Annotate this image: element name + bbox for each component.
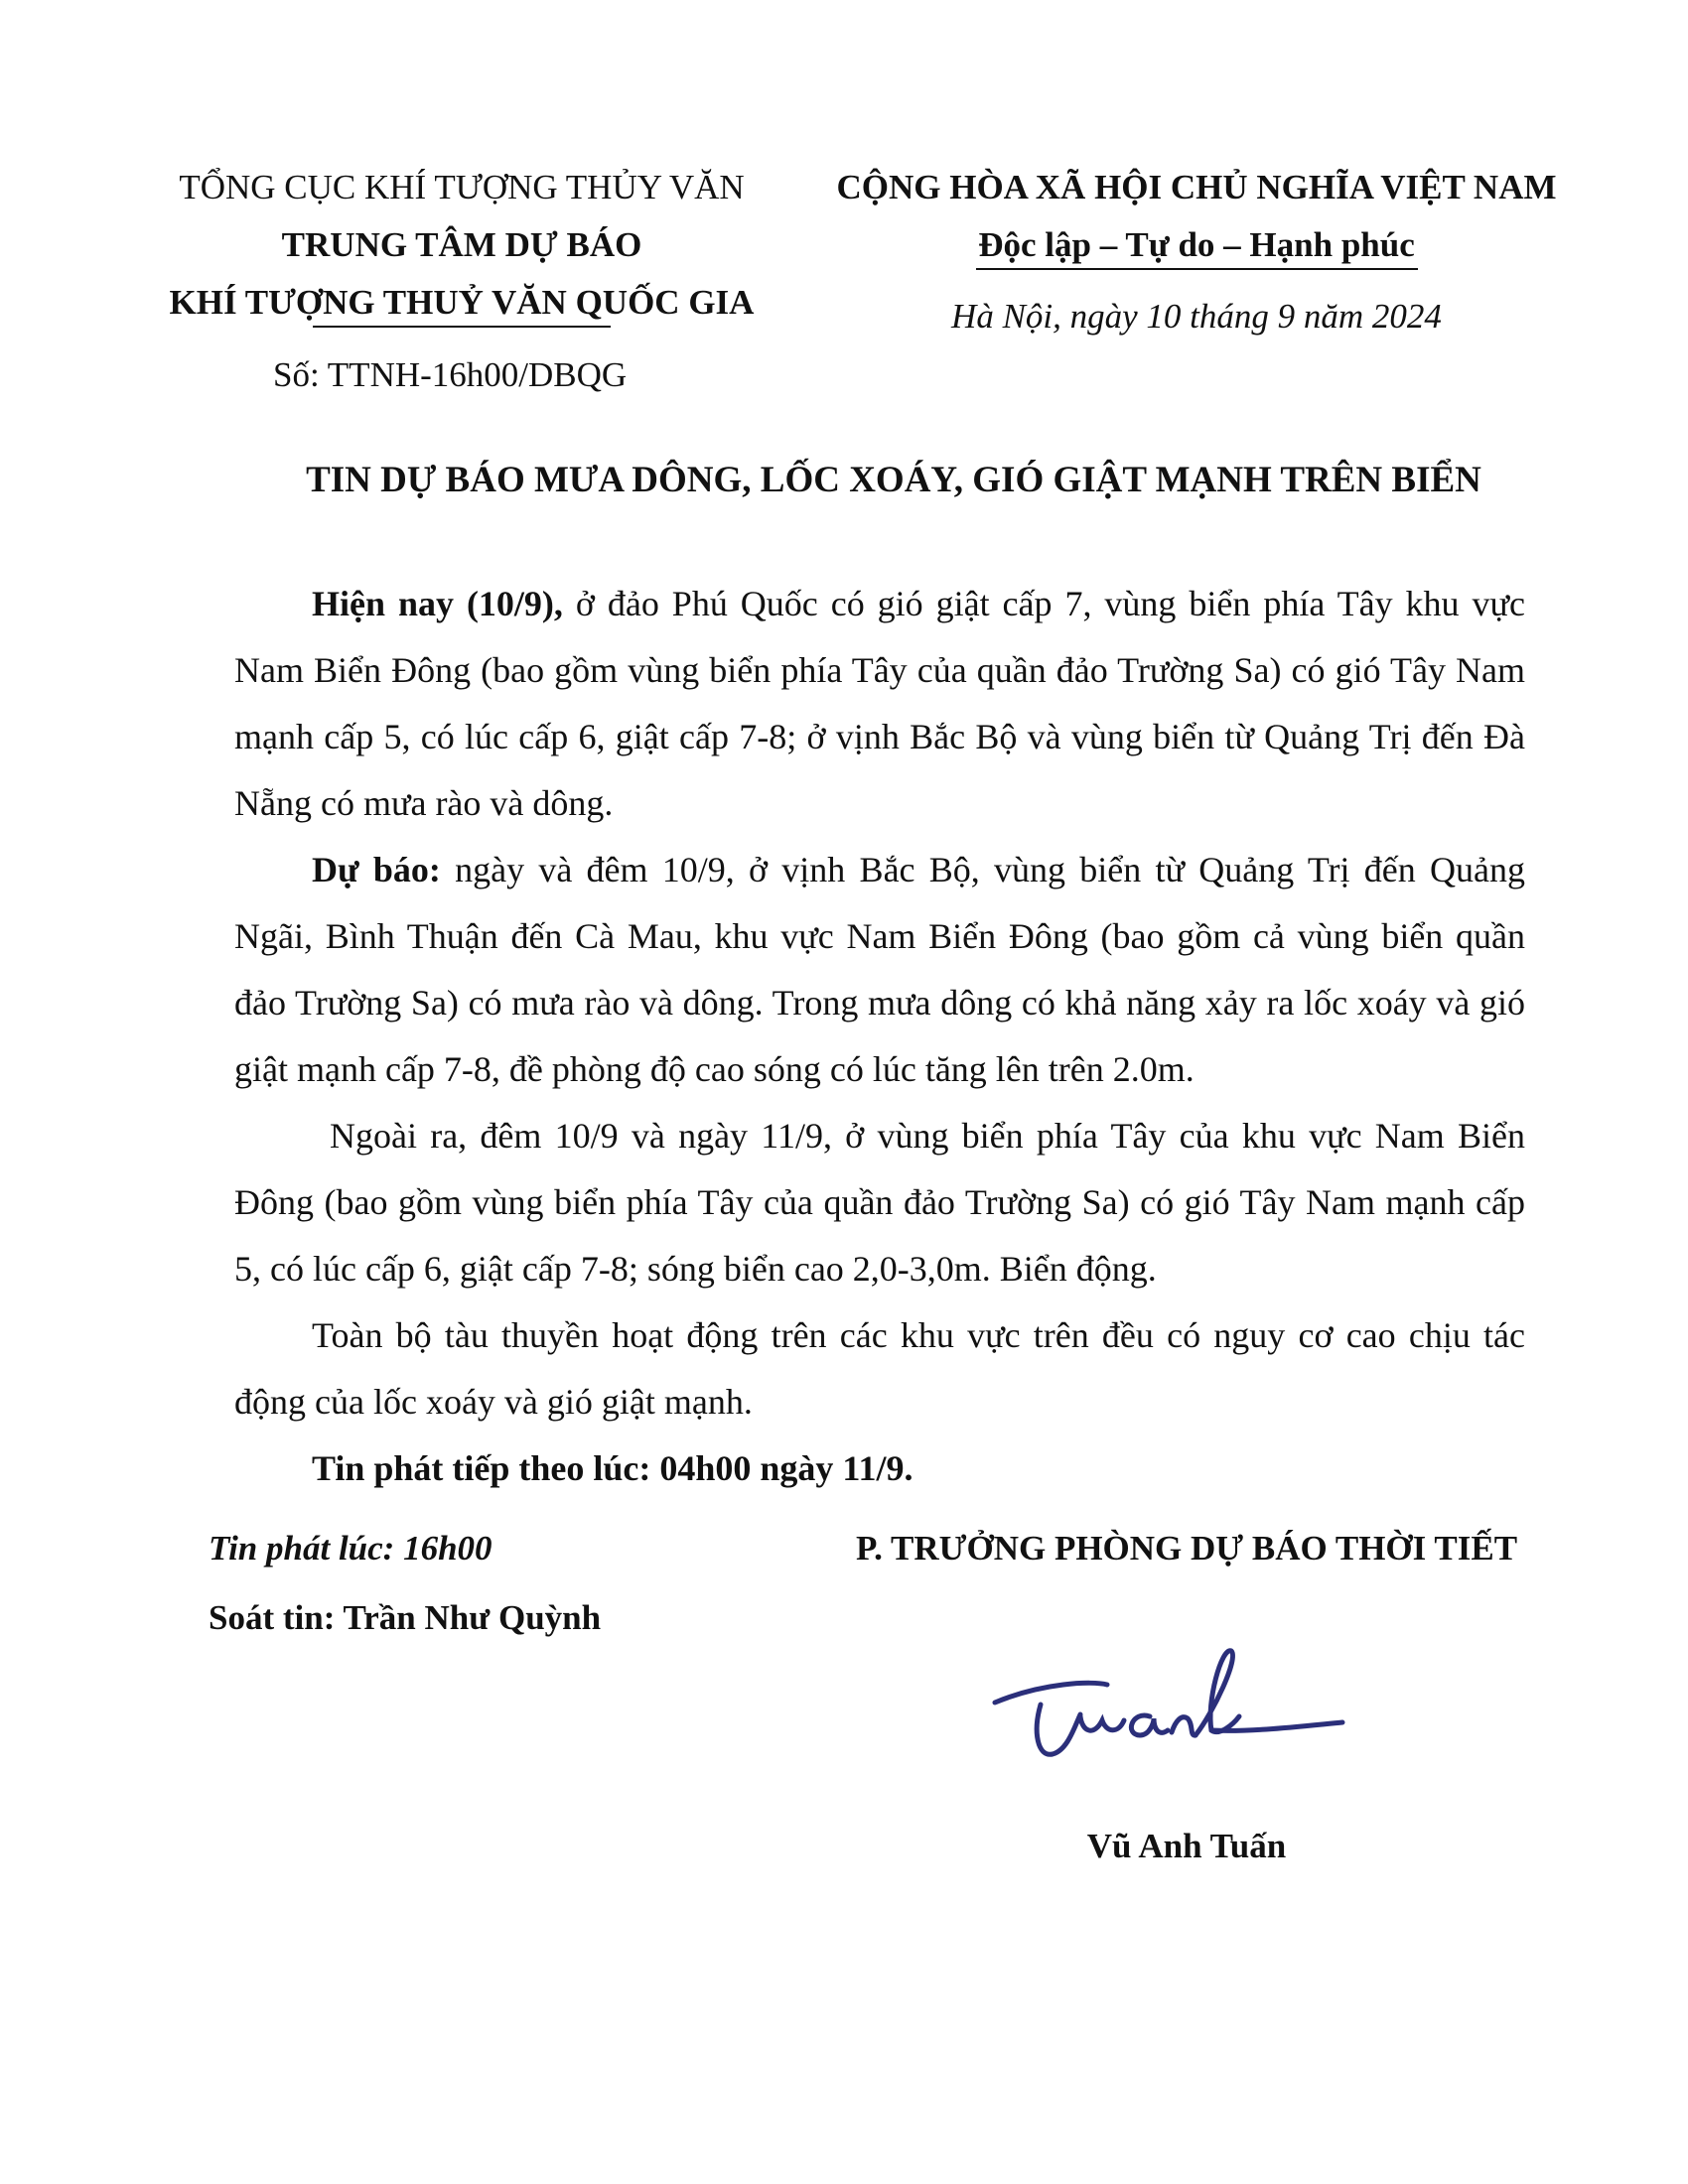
document-body bbox=[234, 571, 1525, 1502]
forecast-lead: Dự báo: bbox=[312, 850, 441, 889]
place-date: Hà Nội, ngày 10 tháng 9 năm 2024 bbox=[951, 297, 1442, 336]
current-status-text: ở đảo Phú Quốc có gió giật cấp 7, vùng biển phía Tây khu vực Nam Biển Đông (bao gồm vùng biển phía Tây của quần đảo Trường Sa) có gió Tây Nam mạnh cấp 5, có lúc cấp 6, giật cấp 7-8; ở vịnh Bắc Bộ và vùng biển từ Quảng Trị đến Đà Nẵng có mưa rào và dông. bbox=[234, 584, 1525, 823]
national-header bbox=[804, 159, 1589, 345]
center-name-line1: TRUNG TÂM DỰ BÁO bbox=[281, 225, 642, 264]
next-issue: Tin phát tiếp theo lúc: 04h00 ngày 11/9. bbox=[312, 1448, 914, 1488]
national-motto: Độc lập – Tự do – Hạnh phúc bbox=[978, 225, 1415, 264]
paragraph-current-status bbox=[234, 571, 1525, 837]
center-name-line2: KHÍ TƯỢNG THUỶ VĂN QUỐC GIA bbox=[169, 283, 755, 322]
paragraph-warning: Toàn bộ tàu thuyền hoạt động trên các khu vực trên đều có nguy cơ cao chịu tác động của lốc xoáy và gió giật mạnh. bbox=[234, 1315, 1525, 1422]
agency-name: TỔNG CỤC KHÍ TƯỢNG THỦY VĂN bbox=[179, 168, 745, 206]
forecast-text: ngày và đêm 10/9, ở vịnh Bắc Bộ, vùng biển từ Quảng Trị đến Quảng Ngãi, Bình Thuận đến Cà Mau, khu vực Nam Biển Đông (bao gồm cả vùng biển quần đảo Trường Sa) có mưa rào và dông. Trong mưa dông có khả năng xảy ra lốc xoáy và gió giật mạnh cấp 7-8, đề phòng độ cao sóng có lúc tăng lên trên 2.0m. bbox=[234, 850, 1525, 1089]
reviewer: Soát tin: Trần Như Quỳnh bbox=[209, 1598, 602, 1637]
signature bbox=[983, 1633, 1350, 1792]
signer-name: Vũ Anh Tuấn bbox=[1086, 1827, 1287, 1865]
current-status-lead: Hiện nay (10/9), bbox=[312, 584, 563, 623]
country-name: CỘNG HÒA XÃ HỘI CHỦ NGHĨA VIỆT NAM bbox=[836, 168, 1557, 206]
signer-title: P. TRƯỞNG PHÒNG DỰ BÁO THỜI TIẾT bbox=[855, 1529, 1518, 1568]
issue-info bbox=[209, 1514, 601, 1653]
issued-at: Tin phát lúc: 16h00 bbox=[209, 1529, 492, 1568]
document-title: TIN DỰ BÁO MƯA DÔNG, LỐC XOÁY, GIÓ GIẬT MẠNH TRÊN BIỂN bbox=[306, 460, 1481, 500]
paragraph-additional: Ngoài ra, đêm 10/9 và ngày 11/9, ở vùng biển phía Tây của khu vực Nam Biển Đông (bao gồm vùng biển phía Tây của quần đảo Trường Sa) có gió Tây Nam mạnh cấp 5, có lúc cấp 6, giật cấp 7-8; sóng biển cao 2,0-3,0m. Biển động. bbox=[234, 1116, 1525, 1289]
paragraph-forecast bbox=[234, 837, 1525, 1103]
document-number: Số: TTNH-16h00/DBQG bbox=[273, 355, 628, 394]
agency-header bbox=[144, 159, 779, 328]
